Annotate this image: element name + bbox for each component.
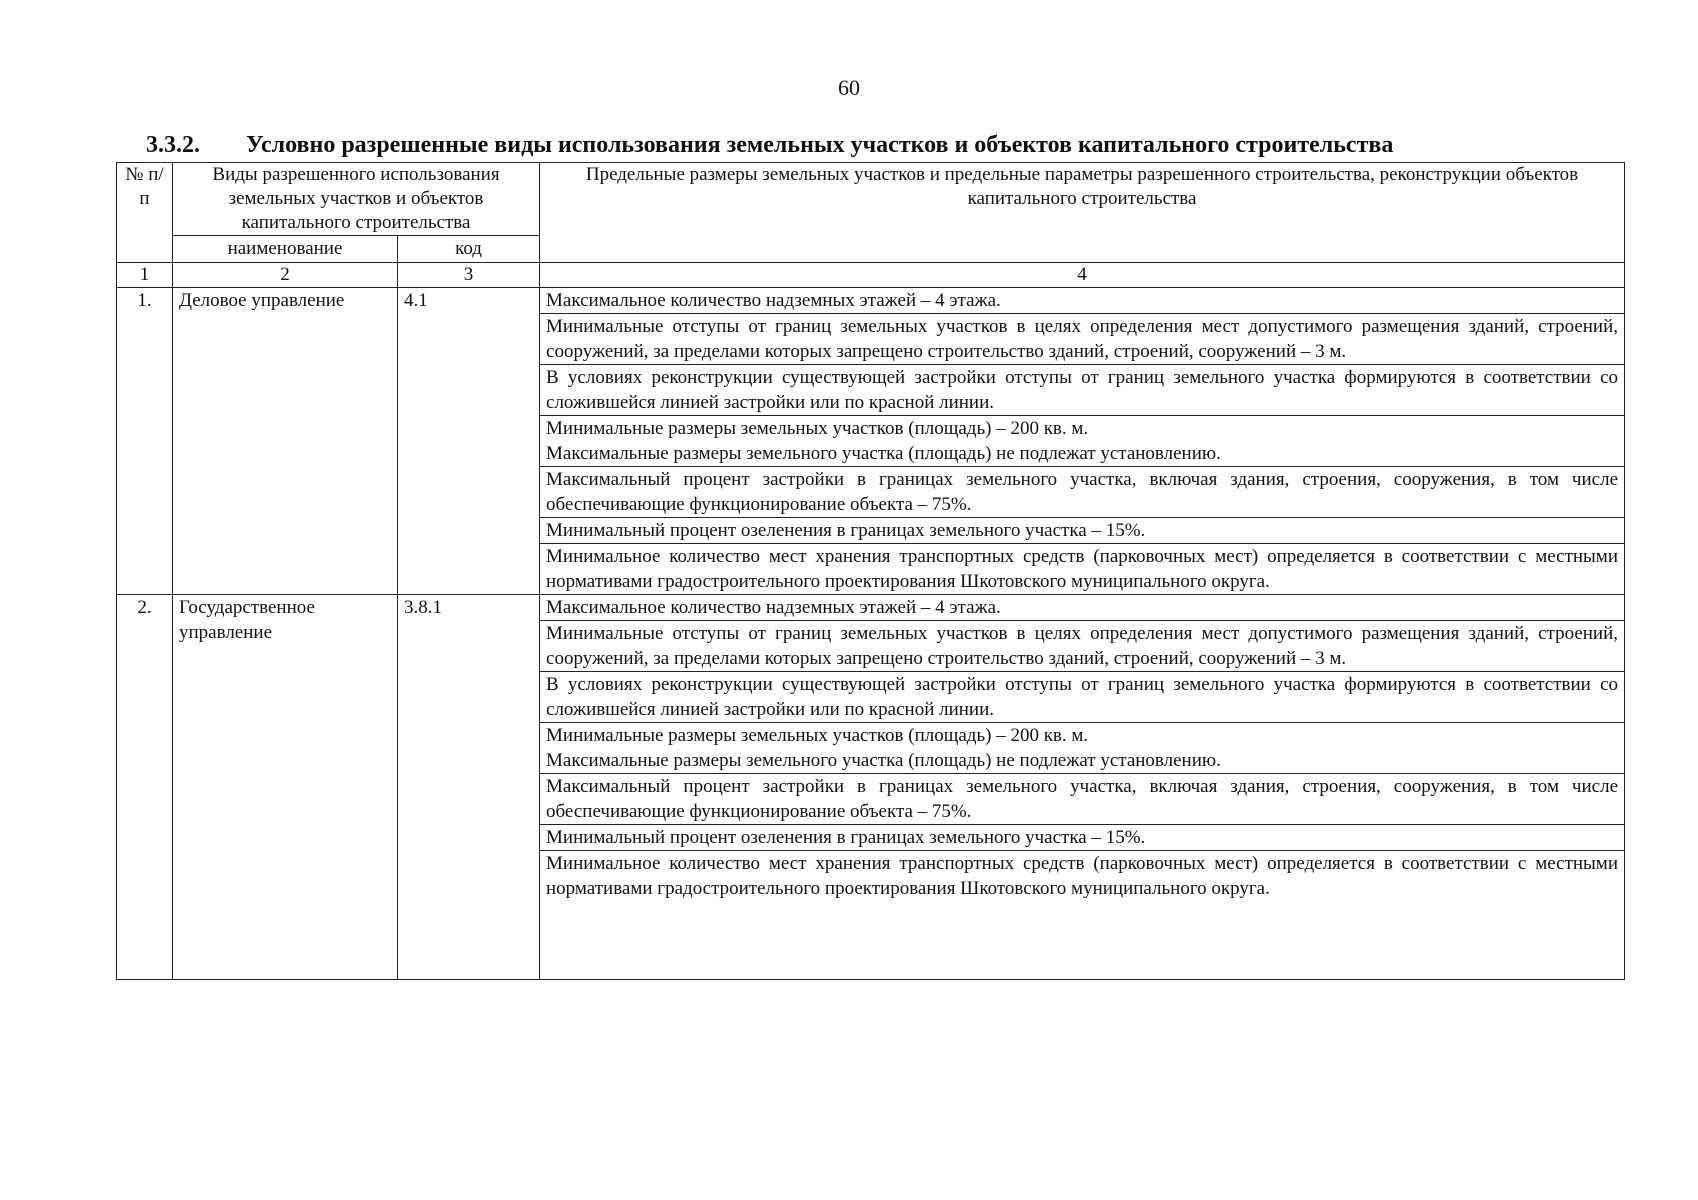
param-min-plot-size: Минимальные размеры земельных участков (площадь) – 200 кв. м. [546,418,1089,439]
table-row [117,595,1625,621]
page-number: 60 [838,75,860,100]
section-title: Условно разрешенные виды использования земельных участков и объектов капитального строительства [246,132,1394,158]
param-reconstruction-setbacks: В условиях реконструкции существующей застройки отступы от границ земельного участка формируются в соответствии со сложившейся линией застройки или по красной линии. [540,365,1625,416]
column-number: 3 [398,263,540,288]
param-parking: Минимальное количество мест хранения транспортных средств (парковочных мест) определяется в соответствии с местными нормативами градостроительного проектирования Шкотовского муниципального округа. [540,544,1625,595]
header-code: код [398,236,540,263]
section-number: 3.3.2. [146,132,200,158]
param-parking: Минимальное количество мест хранения транспортных средств (парковочных мест) определяется в соответствии с местными нормативами градостроительного проектирования Шкотовского муниципального округа. [540,851,1625,980]
use-name: Государственное управление [173,595,398,980]
use-code: 4.1 [398,288,540,595]
section-heading [146,132,1626,159]
param-min-greenery: Минимальный процент озеленения в границах земельного участка – 15%. [540,518,1625,544]
column-number: 1 [117,263,173,288]
header-parameters: Предельные размеры земельных участков и предельные параметры разрешенного строительства, реконструкции объектов капитального строительства [540,163,1625,263]
param-plot-size [540,723,1625,774]
regulations-table [116,162,1625,980]
header-number: № п/п [117,163,173,263]
use-name: Деловое управление [173,288,398,595]
header-name: наименование [173,236,398,263]
column-number: 4 [540,263,1625,288]
param-max-floors: Максимальное количество надземных этажей – 4 этажа. [540,288,1625,314]
column-numbers-row [117,263,1625,288]
param-plot-size [540,416,1625,467]
param-min-setbacks: Минимальные отступы от границ земельных участков в целях определения мест допустимого размещения зданий, строений, сооружений, за пределами которых запрещено строительство зданий, строений, сооружений – 3 м. [540,621,1625,672]
param-max-coverage: Максимальный процент застройки в границах земельного участка, включая здания, строения, сооружения, в том числе обеспечивающие функционирование объекта – 75%. [540,467,1625,518]
param-max-plot-size: Максимальные размеры земельного участка (площадь) не подлежат установлению. [546,750,1221,771]
param-min-plot-size: Минимальные размеры земельных участков (площадь) – 200 кв. м. [546,725,1089,746]
param-min-greenery: Минимальный процент озеленения в границах земельного участка – 15%. [540,825,1625,851]
use-code: 3.8.1 [398,595,540,980]
column-number: 2 [173,263,398,288]
table-header-row [117,163,1625,236]
param-max-coverage: Максимальный процент застройки в границах земельного участка, включая здания, строения, сооружения, в том числе обеспечивающие функционирование объекта – 75%. [540,774,1625,825]
param-max-plot-size: Максимальные размеры земельного участка (площадь) не подлежат установлению. [546,443,1221,464]
table-row [117,288,1625,314]
header-use-types: Виды разрешенного использования земельных участков и объектов капитального строительства [173,163,540,236]
row-number: 1. [117,288,173,595]
param-reconstruction-setbacks: В условиях реконструкции существующей застройки отступы от границ земельного участка формируются в соответствии со сложившейся линией застройки или по красной линии. [540,672,1625,723]
param-max-floors: Максимальное количество надземных этажей – 4 этажа. [540,595,1625,621]
row-number: 2. [117,595,173,980]
param-min-setbacks: Минимальные отступы от границ земельных участков в целях определения мест допустимого размещения зданий, строений, сооружений, за пределами которых запрещено строительство зданий, строений, сооружений – 3 м. [540,314,1625,365]
